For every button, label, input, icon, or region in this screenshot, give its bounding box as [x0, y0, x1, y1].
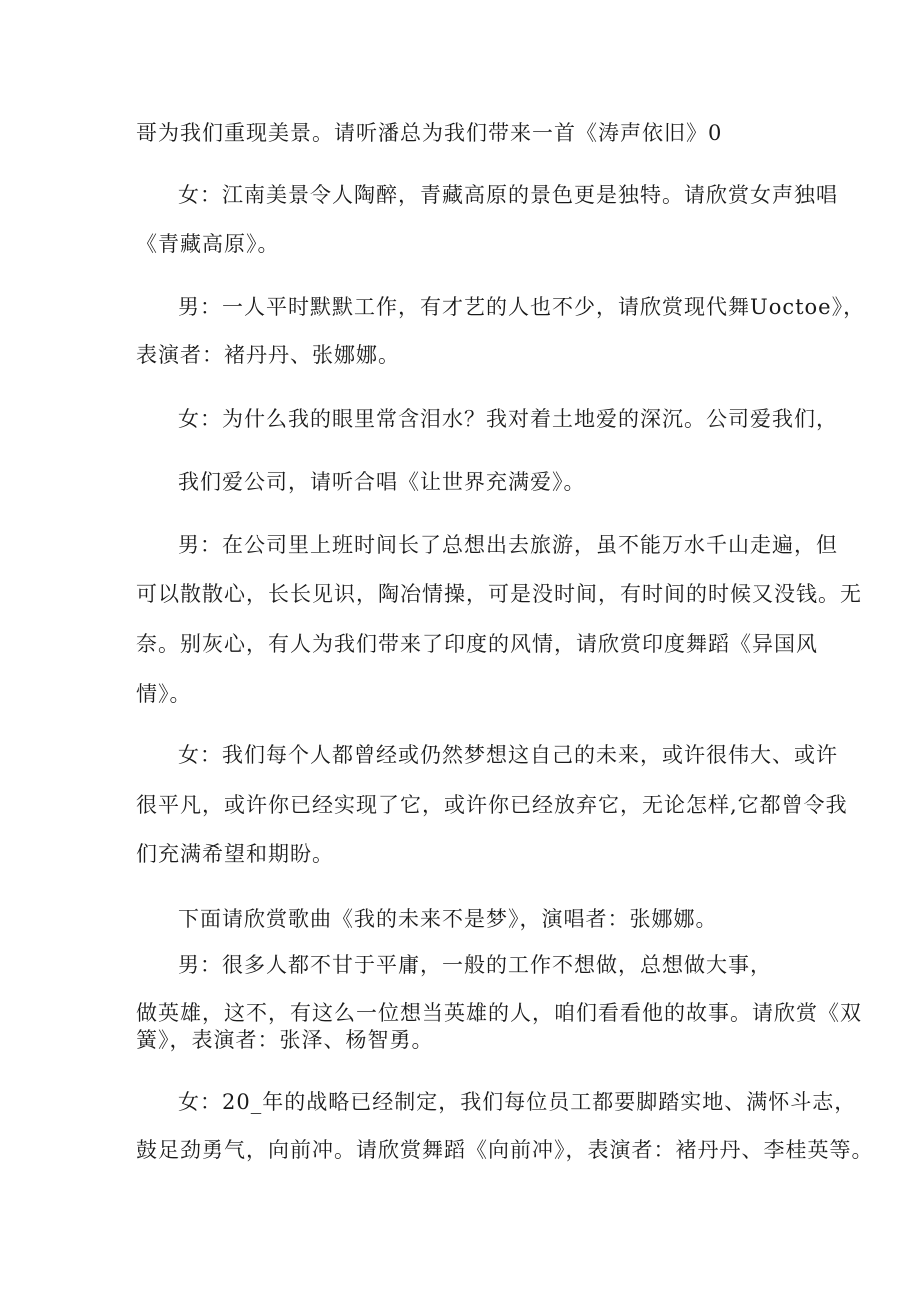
text-line: 情》。	[136, 682, 192, 706]
text-line: 很平凡，或许你已经实现了它，或许你已经放弃它，无论怎样,它都曾令我	[136, 793, 848, 817]
text-line: 哥为我们重现美景。请听潘总为我们带来一首《涛声依旧》0	[136, 121, 723, 145]
text-line: 女：20_年的战略已经制定，我们每位员工都要脚踏实地、满怀斗志，	[178, 1090, 857, 1114]
text-line: 鼓足劲勇气，向前冲。请欣赏舞蹈《向前冲》，表演者：褚丹丹、李桂英等。	[136, 1138, 874, 1162]
text-line: 簧》，表演者：张泽、杨智勇。	[136, 1028, 434, 1052]
text-line: 们充满希望和期盼。	[136, 842, 334, 866]
text-line: 女：我们每个人都曾经或仍然梦想这自己的未来，或许很伟大、或许	[178, 743, 838, 767]
text-line: 男：在公司里上班时间长了总想出去旅游，虽不能万水千山走遍，但	[178, 533, 838, 557]
text-line: 《青藏高原》。	[136, 232, 280, 256]
text-line: 男：很多人都不甘于平庸，一般的工作不想做，总想做大事，	[178, 953, 772, 977]
text-line: 下面请欣赏歌曲《我的未来不是梦》，演唱者：张娜娜。	[178, 907, 718, 931]
text-line: 奈。别灰心，有人为我们带来了印度的风情，请欣赏印度舞蹈《异国风	[136, 632, 818, 656]
text-line: 女：江南美景令人陶醉，青藏高原的景色更是独特。请欣赏女声独唱	[178, 183, 838, 207]
text-line: 女：为什么我的眼里常含泪水？我对着土地爱的深沉。公司爱我们，	[178, 407, 838, 431]
text-line: 我们爱公司，请听合唱《让世界充满爱》。	[178, 470, 586, 494]
text-line: 做英雄，这不，有这么一位想当英雄的人，咱们看看他的故事。请欣赏《双	[136, 1001, 862, 1025]
text-line: 表演者：褚丹丹、张娜娜。	[136, 343, 400, 367]
text-line: 可以散散心，长长见识，陶冶情操，可是没时间，有时间的时候又没钱。无	[136, 582, 862, 606]
text-line: 男：一人平时默默工作，有才艺的人也不少，请欣赏现代舞Uoctoe》，	[178, 295, 866, 319]
